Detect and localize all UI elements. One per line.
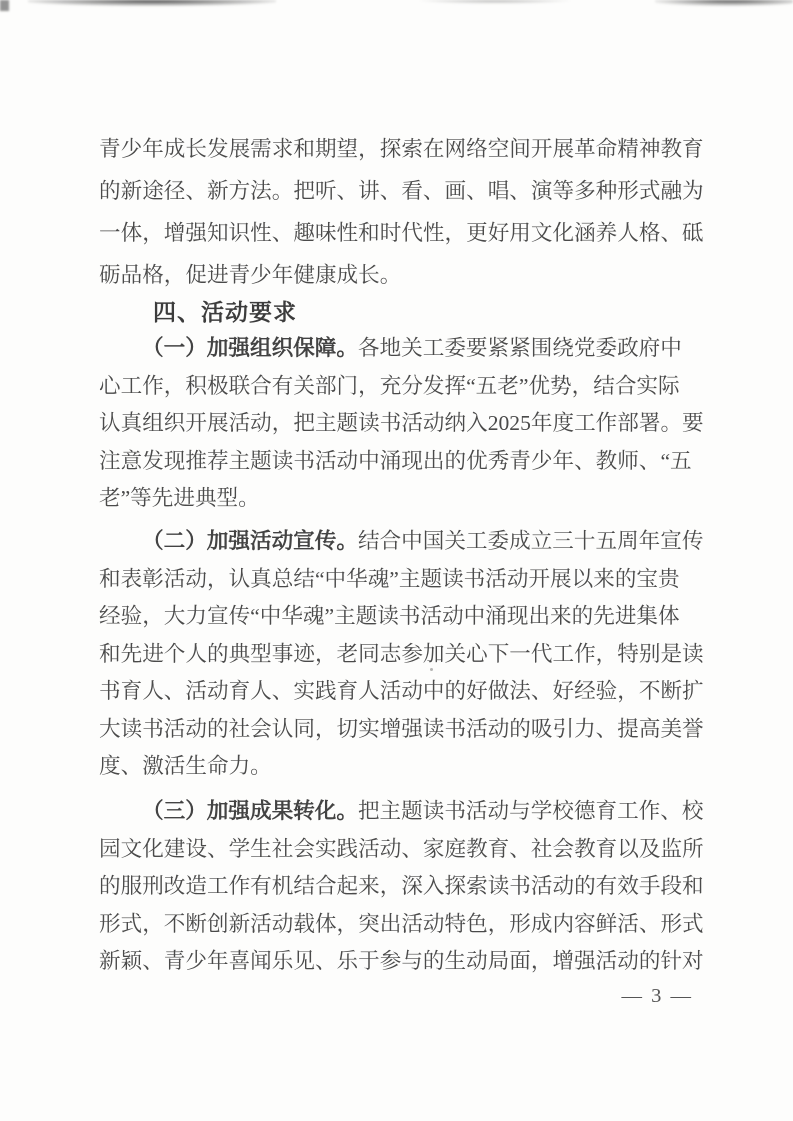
body-line: 的新途径、新方法。把听、讲、看、画、唱、演等多种形式融为: [99, 179, 704, 203]
body-line: 的服刑改造工作有机结合起来，深入探索读书活动的有效手段和: [99, 874, 704, 898]
scan-artifact: [0, 0, 9, 11]
body-line: 园文化建设、学生社会实践活动、家庭教育、社会教育以及监所: [99, 836, 704, 861]
body-line: 书育人、活动育人、实践育人活动中的好做法、好经验，不断扩: [99, 679, 704, 703]
body-line: 度、激活生命力。: [99, 754, 272, 778]
body-line: 一体，增强知识性、趣味性和时代性，更好用文化涵养人格、砥: [99, 221, 704, 245]
paragraph-2: [99, 523, 715, 786]
body-line: 和表彰活动，认真总结“中华魂”主题读书活动开展以来的宝贵: [99, 566, 680, 591]
body-line: 形式，不断创新活动载体，突出活动特色，形成内容鲜活、形式: [99, 911, 704, 936]
paragraph-lead: （二）加强活动宣传。: [142, 529, 358, 553]
body-line: [99, 523, 715, 561]
body-line: [99, 793, 715, 831]
body-line-text: 各地关工委要紧紧围绕党委政府中: [357, 336, 682, 360]
body-line: 新颖、青少年喜闻乐见、乐于参与的生动局面，增强活动的针对: [99, 949, 704, 973]
scan-artifact: [28, 0, 276, 6]
body-line: 砺品格，促进青少年健康成长。: [99, 263, 402, 287]
body-line: [99, 330, 715, 368]
paragraph-3: [99, 793, 715, 981]
paragraph-continuation: [99, 128, 715, 296]
body-line: 老”等先进典型。: [99, 486, 260, 510]
body-line: 心工作，积极联合有关部门，充分发挥“五老”优势，结合实际: [99, 373, 680, 398]
section-heading: 四、活动要求: [153, 299, 297, 325]
body-line: 青少年成长发展需求和期望，探索在网络空间开展革命精神教育: [99, 137, 704, 161]
paragraph-lead: （三）加强成果转化。: [142, 799, 358, 823]
body-line: 经验，大力宣传“中华魂”主题读书活动中涌现出来的先进集体: [99, 604, 680, 628]
paragraph-1: [99, 330, 715, 518]
body-line-text: 结合中国关工委成立三十五周年宣传: [357, 529, 704, 553]
paragraph-lead: （一）加强组织保障。: [142, 336, 358, 360]
body-line: 和先进个人的典型事迹，老同志参加关心下一代工作，特别是读: [99, 641, 704, 666]
body-line: 认真组织开展活动，把主题读书活动纳入2025年度工作部署。要: [99, 411, 704, 435]
body-line: 注意发现推荐主题读书活动中涌现出的优秀青少年、教师、“五: [99, 448, 692, 473]
body-line-text: 把主题读书活动与学校德育工作、校: [357, 799, 704, 823]
page-number: — 3 —: [621, 985, 693, 1007]
scan-artifact: [420, 0, 570, 4]
scan-artifact: [655, 0, 793, 6]
body-line: 大读书活动的社会认同，切实增强读书活动的吸引力、提高美誉: [99, 716, 704, 741]
